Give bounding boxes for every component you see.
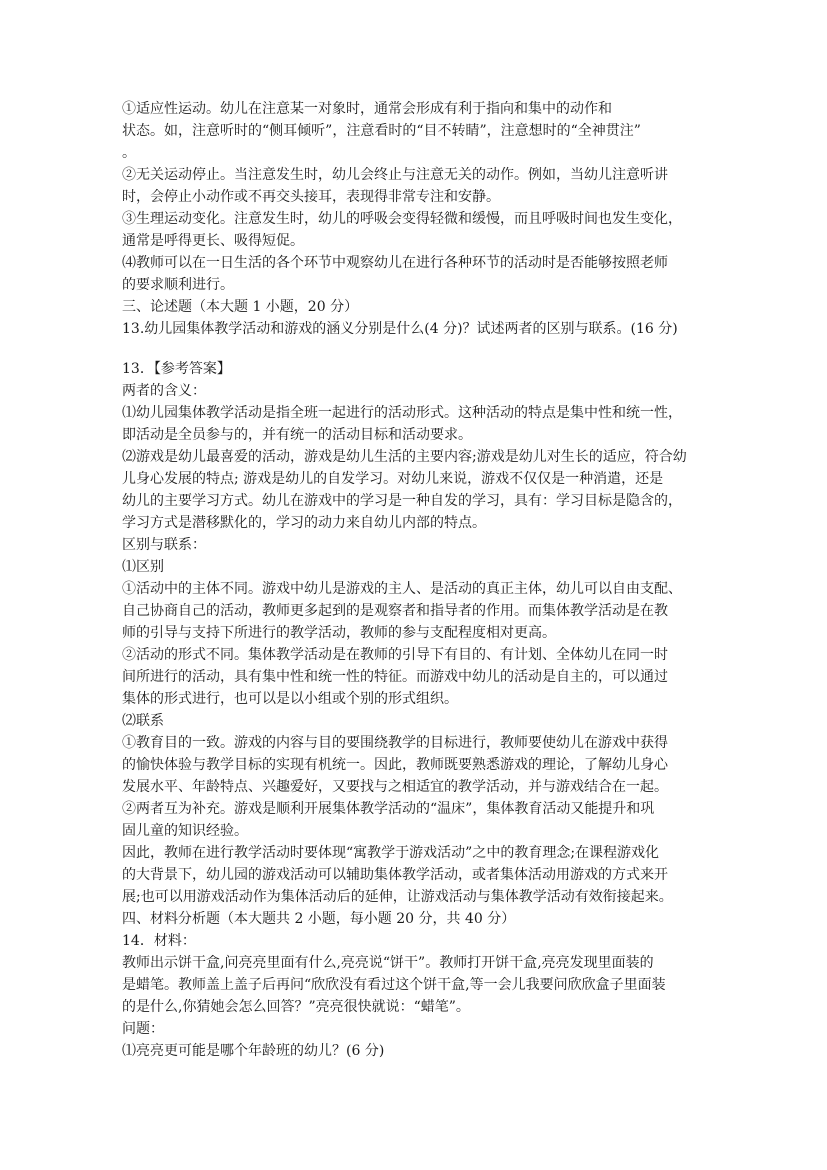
text-line: 自己协商自己的活动，教师更多起到的是观察者和指导者的作用。而集体教学活动是在教	[122, 603, 668, 619]
text-line: ⑴亮亮更可能是哪个年龄班的幼儿？(6 分)	[122, 1043, 385, 1059]
text-line: 13．【参考答案】	[122, 361, 231, 377]
document-page	[122, 98, 720, 1062]
text-line: 师的引导与支持下所进行的教学活动，教师的参与支配程度相对更高。	[122, 625, 556, 641]
text-line: 集体的形式进行，也可以是以小组或个别的形式组织。	[122, 691, 458, 707]
text-line: 的愉快体验与教学目标的实现有机统一。因此，教师既要熟悉游戏的理论，了解幼儿身心	[122, 757, 668, 773]
text-line: 。	[122, 145, 136, 161]
text-line: 区别与联系：	[122, 537, 206, 553]
text-line: 13.幼儿园集体教学活动和游戏的涵义分别是什么(4 分)？试述两者的区别与联系。(16 分)	[122, 321, 678, 337]
text-line: 幼儿的主要学习方式。幼儿在游戏中的学习是一种自发的学习，具有：学习目标是隐含的，	[122, 493, 682, 509]
paragraph-gap	[122, 340, 720, 358]
text-line: 通常是呼得更长、吸得短促。	[122, 233, 304, 249]
text-line: 即活动是全员参与的，并有统一的活动目标和活动要求。	[122, 427, 472, 443]
text-line: ⑴幼儿园集体教学活动是指全班一起进行的活动形式。这种活动的特点是集中性和统一性，	[122, 405, 682, 421]
text-line: 展;也可以用游戏活动作为集体活动后的延伸，让游戏活动与集体教学活动有效衔接起来。	[122, 889, 673, 905]
text-line: ①活动中的主体不同。游戏中幼儿是游戏的主人、是活动的真正主体，幼儿可以自由支配、	[122, 581, 682, 597]
text-line: 四、材料分析题（本大题共 2 小题，每小题 20 分，共 40 分）	[122, 911, 516, 927]
text-line: ②活动的形式不同。集体教学活动是在教师的引导下有目的、有计划、全体幼儿在同一时	[122, 647, 668, 663]
text-line: ⑵联系	[122, 713, 164, 729]
text-line: 两者的含义：	[122, 383, 206, 399]
text-line: 问题：	[122, 1021, 164, 1037]
text-line: 状态。如，注意听时的“侧耳倾听”，注意看时的“目不转睛”，注意想时的“全神贯注”	[122, 123, 641, 139]
text-line: 固儿童的知识经验。	[122, 823, 248, 839]
text-line: 是蜡笔。教师盖上盖子后再问“欣欣没有看过这个饼干盒,等一会儿我要问欣欣盒子里面装	[122, 977, 666, 993]
text-line: 发展水平、年龄特点、兴趣爱好，又要找与之相适宜的教学活动，并与游戏结合在一起。	[122, 779, 668, 795]
text-line: 14．材料：	[122, 933, 196, 949]
text-line: ②两者互为补充。游戏是顺利开展集体教学活动的“温床”，集体教育活动又能提升和巩	[122, 801, 655, 817]
text-line: ②无关运动停止。当注意发生时，幼儿会终止与注意无关的动作。例如，当幼儿注意听讲	[122, 167, 668, 183]
text-line: 的要求顺利进行。	[122, 277, 234, 293]
text-line: 的是什么,你猜她会怎么回答？”亮亮很快就说：“蜡笔”。	[122, 999, 470, 1015]
text-line: 因此，教师在进行教学活动时要体现“寓教学于游戏活动”之中的教育理念;在课程游戏化	[122, 845, 660, 861]
text-line: ⑷教师可以在一日生活的各个环节中观察幼儿在进行各种环节的活动时是否能够按照老师	[122, 255, 668, 271]
text-line: ①适应性运动。幼儿在注意某一对象时，通常会形成有利于指向和集中的动作和	[122, 101, 612, 117]
text-line: ⑴区别	[122, 559, 164, 575]
text-line: 教师出示饼干盒,问亮亮里面有什么,亮亮说“饼干”。教师打开饼干盒,亮亮发现里面装的	[122, 955, 654, 971]
text-line: ①教育目的一致。游戏的内容与目的要围绕教学的目标进行，教师要使幼儿在游戏中获得	[122, 735, 668, 751]
text-line: 间所进行的活动，具有集中性和统一性的特征。而游戏中幼儿的活动是自主的，可以通过	[122, 669, 668, 685]
text-line: 儿身心发展的特点; 游戏是幼儿的自发学习。对幼儿来说，游戏不仅仅是一种消遣，还是	[122, 471, 664, 487]
text-line: 时，会停止小动作或不再交头接耳，表现得非常专注和安静。	[122, 189, 500, 205]
text-line: ⑵游戏是幼儿最喜爱的活动，游戏是幼儿生活的主要内容;游戏是幼儿对生长的适应，符合幼	[122, 449, 687, 465]
text-line: 的大背景下，幼儿园的游戏活动可以辅助集体教学活动，或者集体活动用游戏的方式来开	[122, 867, 668, 883]
text-line: 学习方式是潜移默化的，学习的动力来自幼儿内部的特点。	[122, 515, 486, 531]
text-line: ③生理运动变化。注意发生时，幼儿的呼吸会变得轻微和缓慢，而且呼吸时间也发生变化，	[122, 211, 682, 227]
text-line: 三、论述题（本大题 1 小题，20 分）	[122, 299, 359, 315]
